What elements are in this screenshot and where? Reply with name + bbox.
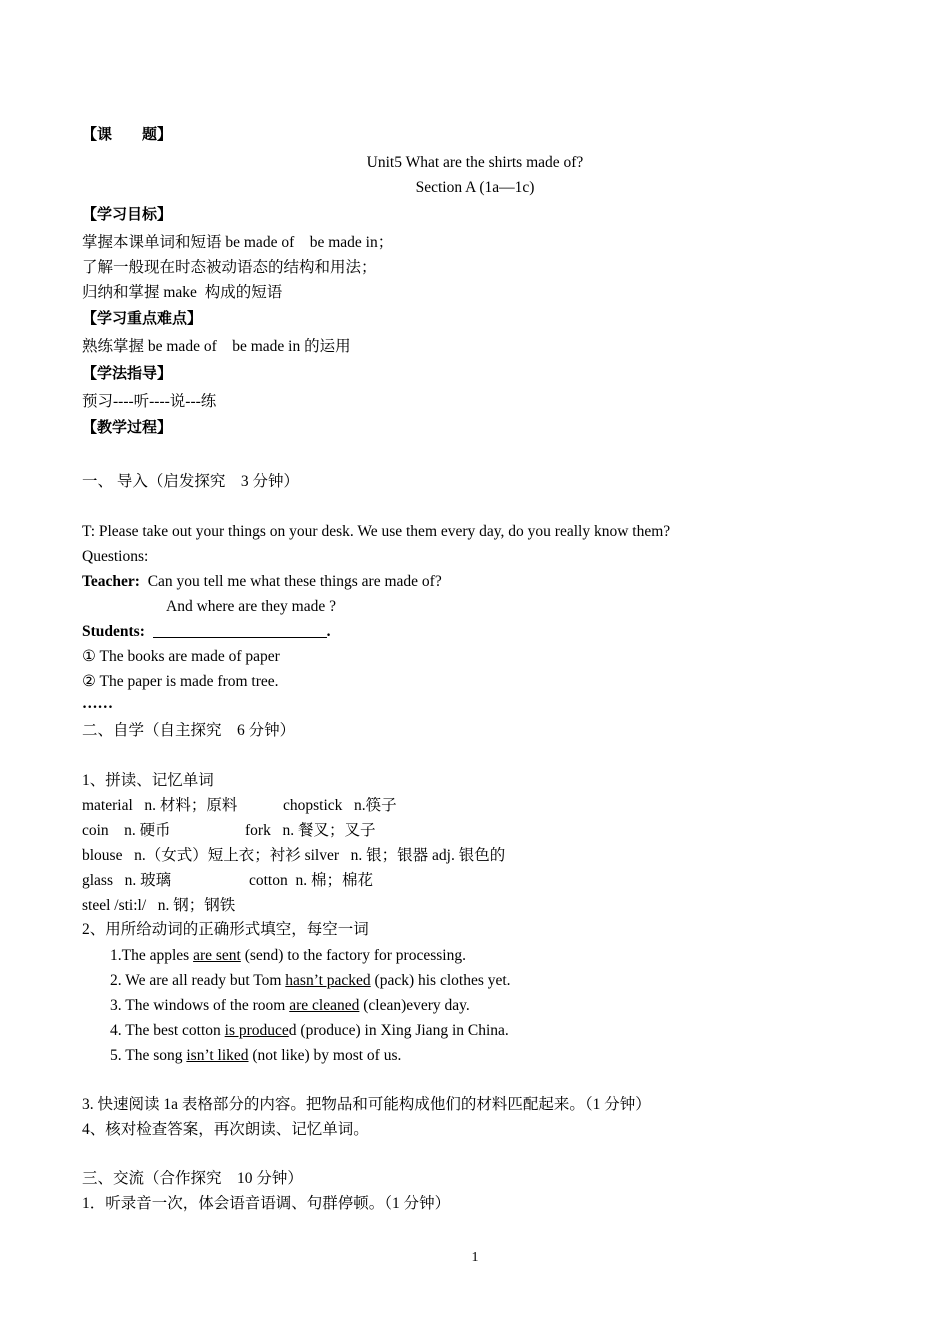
example-1: ① The books are made of paper bbox=[82, 648, 280, 665]
exercise-item bbox=[110, 971, 511, 991]
exercise-answer: hasn’t packed bbox=[285, 972, 371, 989]
students-label: Students: bbox=[82, 623, 145, 640]
section-subtitle: Section A (1a—1c) bbox=[415, 179, 535, 196]
exercise-text: d (produce) in Xing Jiang in China. bbox=[288, 1022, 509, 1039]
goal-item: 归纳和掌握 make 构成的短语 bbox=[82, 284, 283, 301]
part2-task3: 3. 快速阅读 1a 表格部分的内容。把物品和可能构成他们的材料匹配起来。（1 分钟） bbox=[82, 1096, 651, 1113]
key-points-text: 熟练掌握 be made of be made in 的运用 bbox=[82, 338, 351, 355]
exercise-text: (pack) his clothes yet. bbox=[370, 972, 511, 989]
exercise-answer: is produce bbox=[224, 1022, 289, 1039]
students-line bbox=[82, 622, 331, 642]
page-number: 1 bbox=[471, 1250, 479, 1265]
exercise-text: 2. We are all ready but Tom bbox=[110, 972, 286, 989]
part3-heading: 三、交流（合作探究 10 分钟） bbox=[82, 1170, 303, 1187]
part3-task1: 1．听录音一次，体会语音语调、句群停顿。（1 分钟） bbox=[82, 1195, 451, 1212]
vocab-item: material n. 材料；原料 bbox=[82, 797, 238, 814]
goal-item: 掌握本课单词和短语 be made of be made in； bbox=[82, 234, 394, 251]
exercise-item bbox=[110, 1046, 401, 1066]
ellipsis: …… bbox=[82, 695, 113, 712]
exercise-answer: are sent bbox=[193, 947, 241, 964]
part2-task1: 1、拼读、记忆单词 bbox=[82, 772, 214, 789]
vocab-item: glass n. 玻璃 bbox=[82, 872, 172, 889]
exercise-item bbox=[110, 946, 466, 966]
teacher-label: Teacher: bbox=[82, 573, 140, 590]
exercise-text: 4. The best cotton bbox=[110, 1022, 225, 1039]
vocab-item: coin n. 硬币 bbox=[82, 822, 171, 839]
exercise-text: (not like) by most of us. bbox=[248, 1047, 402, 1064]
vocab-item: cotton n. 棉；棉花 bbox=[249, 872, 373, 889]
teacher-line bbox=[82, 572, 442, 592]
part2-task2: 2、用所给动词的正确形式填空，每空一词 bbox=[82, 921, 369, 938]
process-label: 【教学过程】 bbox=[82, 418, 173, 436]
students-end: . bbox=[326, 623, 331, 640]
exercise-text: 1.The apples bbox=[110, 947, 194, 964]
example-2: ② The paper is made from tree. bbox=[82, 673, 279, 690]
vocab-item: steel /sti:l/ n. 钢；钢铁 bbox=[82, 897, 236, 914]
key-points-label: 【学习重点难点】 bbox=[82, 309, 203, 327]
goals-label: 【学习目标】 bbox=[82, 205, 173, 223]
goal-item: 了解一般现在时态被动语态的结构和用法； bbox=[82, 259, 377, 276]
exercise-item bbox=[110, 1021, 509, 1041]
unit-title: Unit5 What are the shirts made of? bbox=[366, 154, 584, 171]
vocab-item: fork n. 餐叉；叉子 bbox=[245, 822, 376, 839]
exercise-answer: isn’t liked bbox=[186, 1047, 249, 1064]
part1-heading: 一、 导入（启发探究 3 分钟） bbox=[82, 473, 300, 490]
vocab-item: blouse n.（女式）短上衣；衬衫 silver n. 银；银器 adj. 银色的 bbox=[82, 847, 506, 864]
exercise-text: (clean)every day. bbox=[359, 997, 470, 1014]
exercise-answer: are cleaned bbox=[289, 997, 360, 1014]
part2-heading: 二、自学（自主探究 6 分钟） bbox=[82, 722, 296, 739]
answer-blank bbox=[153, 623, 327, 638]
exercise-text: 3. The windows of the room bbox=[110, 997, 290, 1014]
method-label: 【学法指导】 bbox=[82, 364, 173, 382]
vocab-item: chopstick n.筷子 bbox=[283, 797, 397, 814]
exercise-item bbox=[110, 996, 470, 1016]
exercise-text: 5. The song bbox=[110, 1047, 187, 1064]
questions-label: Questions: bbox=[82, 548, 149, 565]
topic-label: 【课 题】 bbox=[82, 125, 173, 143]
part2-task4: 4、核对检查答案，再次朗读、记忆单词。 bbox=[82, 1121, 369, 1138]
part1-intro: T: Please take out your things on your desk. We use them every day, do you really know them? bbox=[82, 523, 671, 540]
teacher-question-1: Can you tell me what these things are made of? bbox=[147, 573, 442, 590]
method-text: 预习----听----说---练 bbox=[82, 393, 217, 410]
exercise-text: (send) to the factory for processing. bbox=[240, 947, 466, 964]
teacher-question-2: And where are they made ? bbox=[166, 598, 336, 615]
